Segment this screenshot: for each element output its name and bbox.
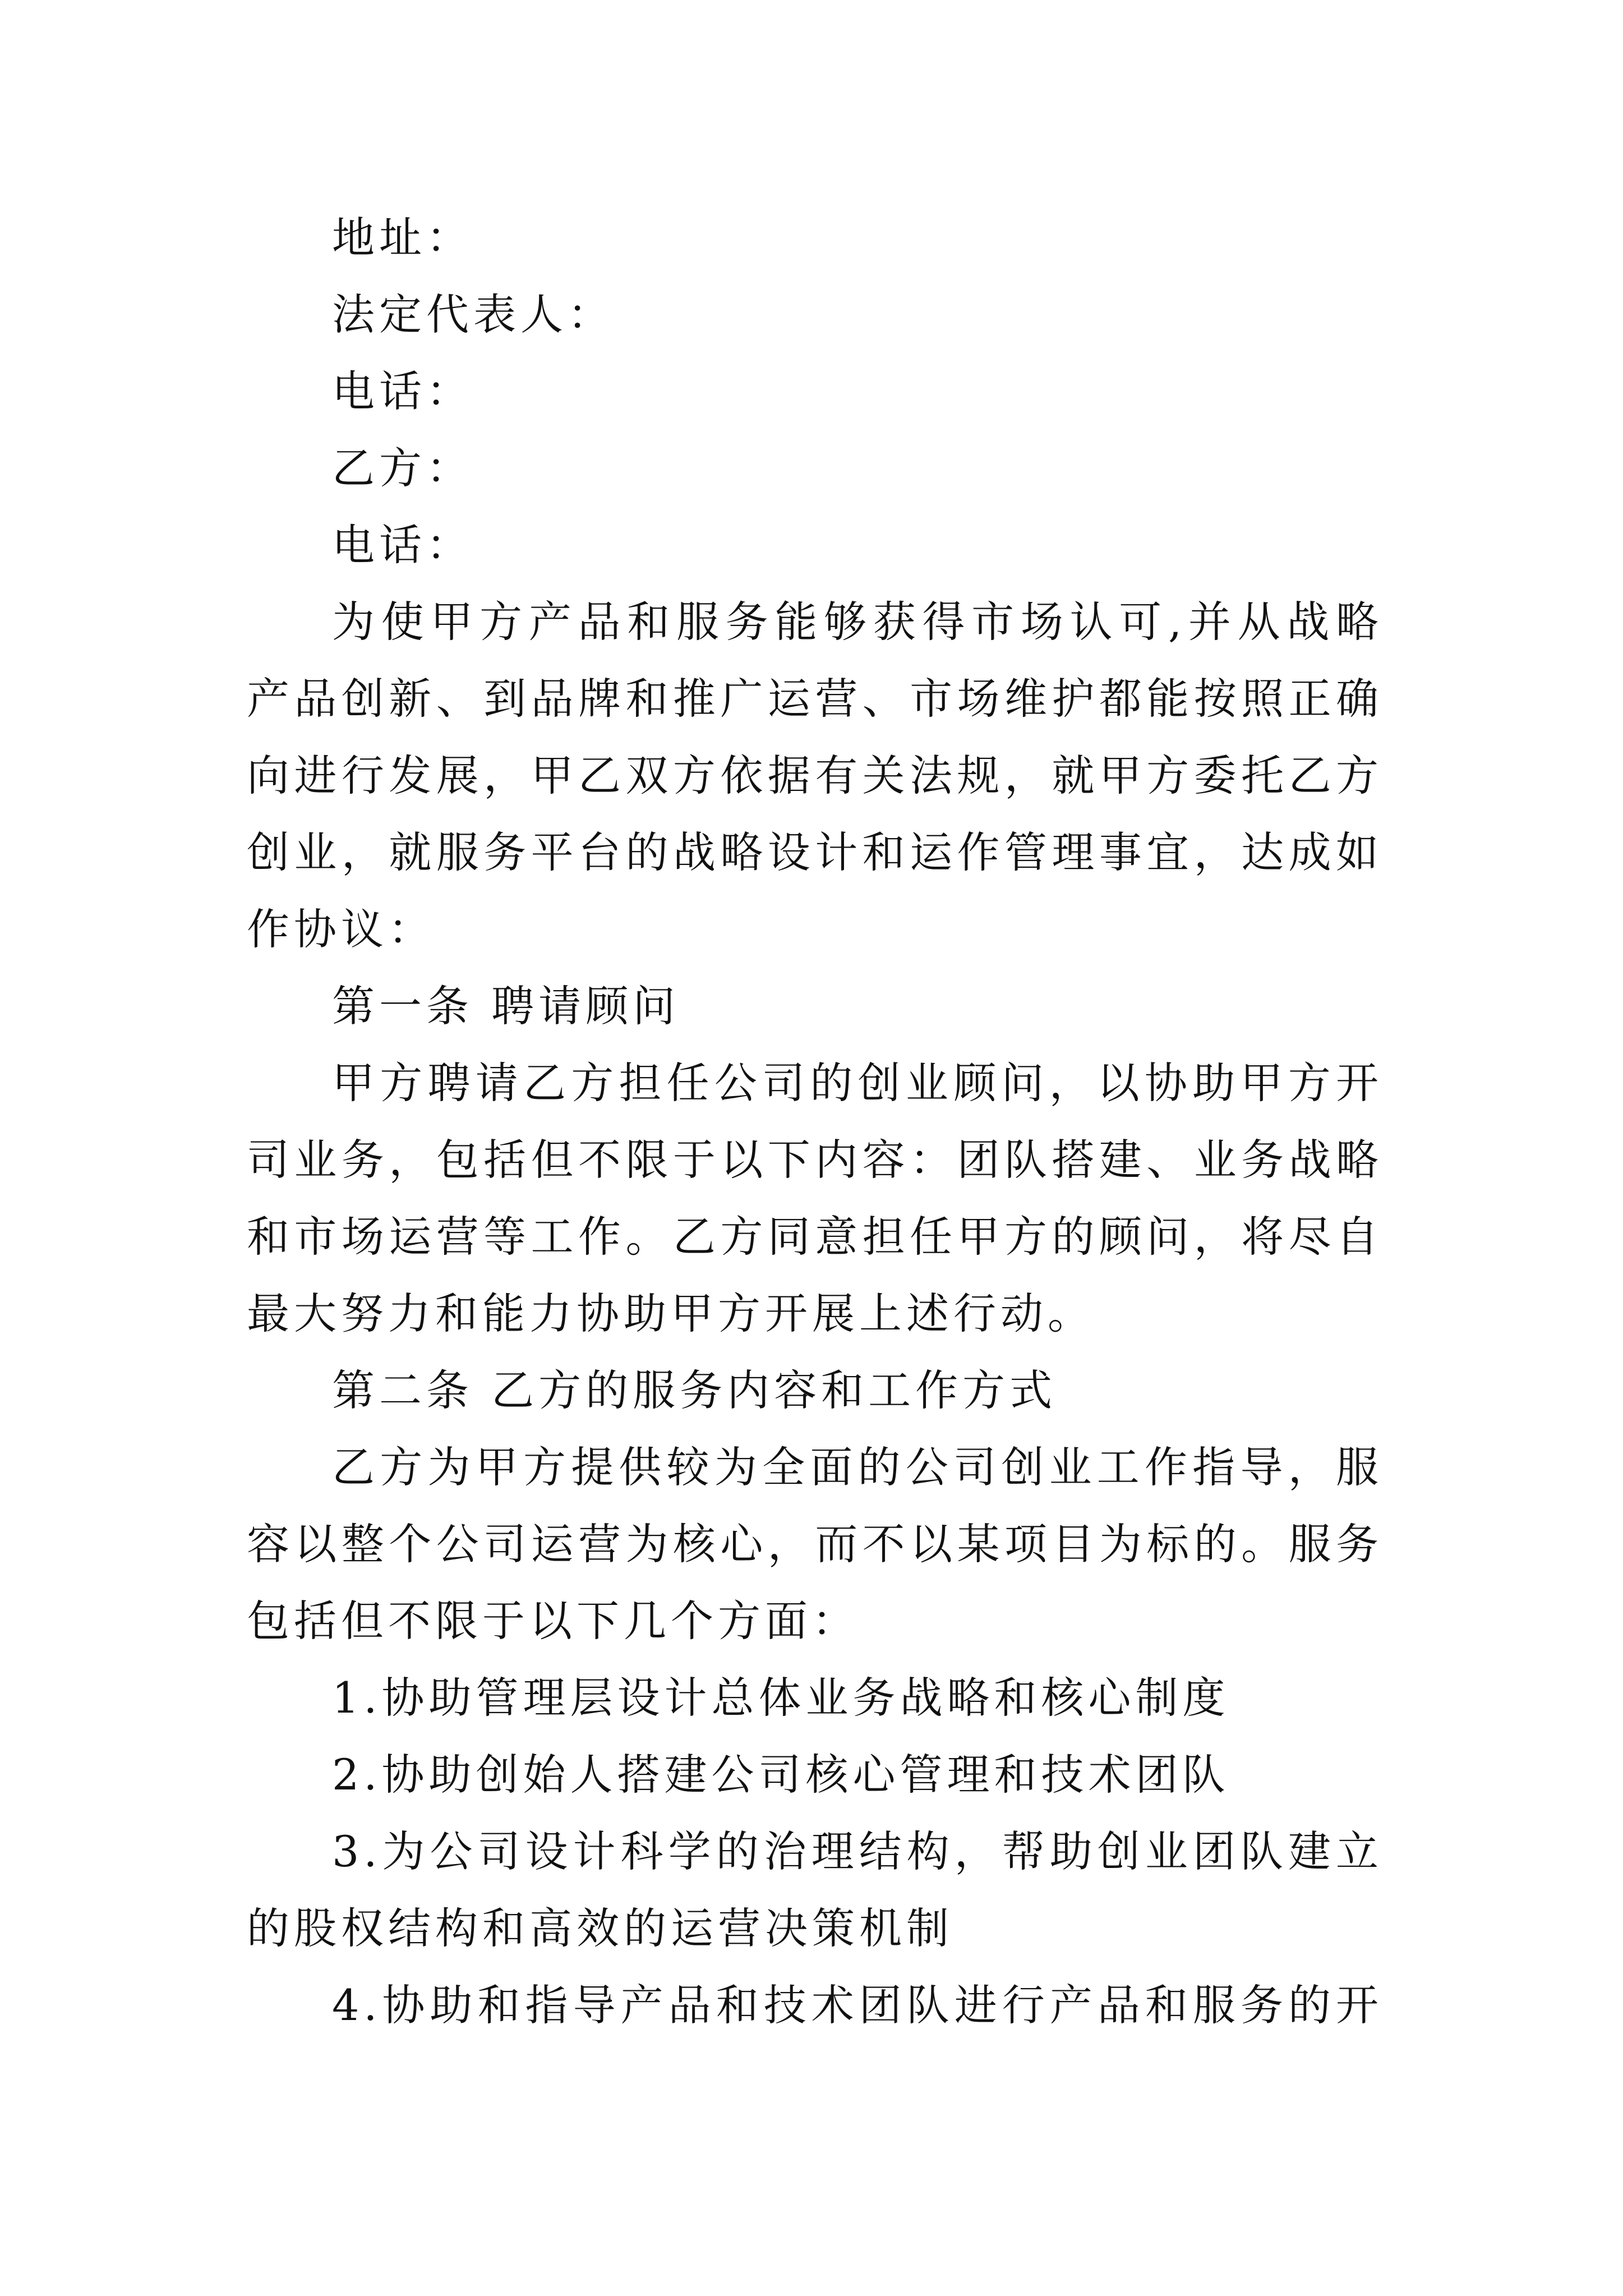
article-1-line: 司业务，包括但不限于以下内容：团队搭建、业务战略 [247, 1135, 1383, 1185]
article-2-line: 容以整个公司运营为核心，而不以某项目为标的。服务 [247, 1519, 1383, 1569]
article-1-title: 第一条 聘请顾问 [332, 981, 680, 1031]
party-b-field: 乙方： [332, 443, 473, 493]
preamble-line: 为使甲方产品和服务能够获得市场认可,并从战略 [332, 597, 1383, 647]
list-item-continuation: 的股权结构和高效的运营决策机制 [247, 1903, 953, 1953]
article-1-line: 和市场运营等工作。乙方同意担任甲方的顾问，将尽自 [247, 1212, 1383, 1262]
article-2-line: 包括但不限于以下几个方面： [247, 1596, 859, 1646]
list-item: 3.为公司设计科学的治理结构，帮助创业团队建立 [332, 1826, 1383, 1876]
preamble-line: 产品创新、到品牌和推广运营、市场维护都能按照正确 [247, 674, 1383, 724]
legal-representative-field: 法定代表人： [332, 289, 615, 339]
preamble-line: 向进行发展，甲乙双方依据有关法规，就甲方委托乙方 [247, 751, 1383, 800]
list-item: 2.协助创始人搭建公司核心管理和技术团队 [332, 1750, 1230, 1800]
list-item: 1.协助管理层设计总体业务战略和核心制度 [332, 1673, 1230, 1723]
phone-field-party-b: 电话： [332, 520, 473, 570]
article-2-title: 第二条 乙方的服务内容和工作方式 [332, 1365, 1057, 1415]
address-field: 地址： [332, 213, 473, 263]
article-2-line: 乙方为甲方提供较为全面的公司创业工作指导，服 [332, 1442, 1383, 1492]
preamble-line: 作协议： [247, 904, 435, 954]
article-1-line: 最大努力和能力协助甲方开展上述行动。 [247, 1289, 1095, 1338]
phone-field-party-a: 电话： [332, 366, 473, 416]
preamble-line: 创业，就服务平台的战略设计和运作管理事宜，达成如 [247, 827, 1383, 877]
list-item: 4.协助和指导产品和技术团队进行产品和服务的开 [332, 1980, 1383, 2030]
article-1-line: 甲方聘请乙方担任公司的创业顾问，以协助甲方开 [332, 1058, 1383, 1108]
document-body [247, 199, 1383, 2044]
